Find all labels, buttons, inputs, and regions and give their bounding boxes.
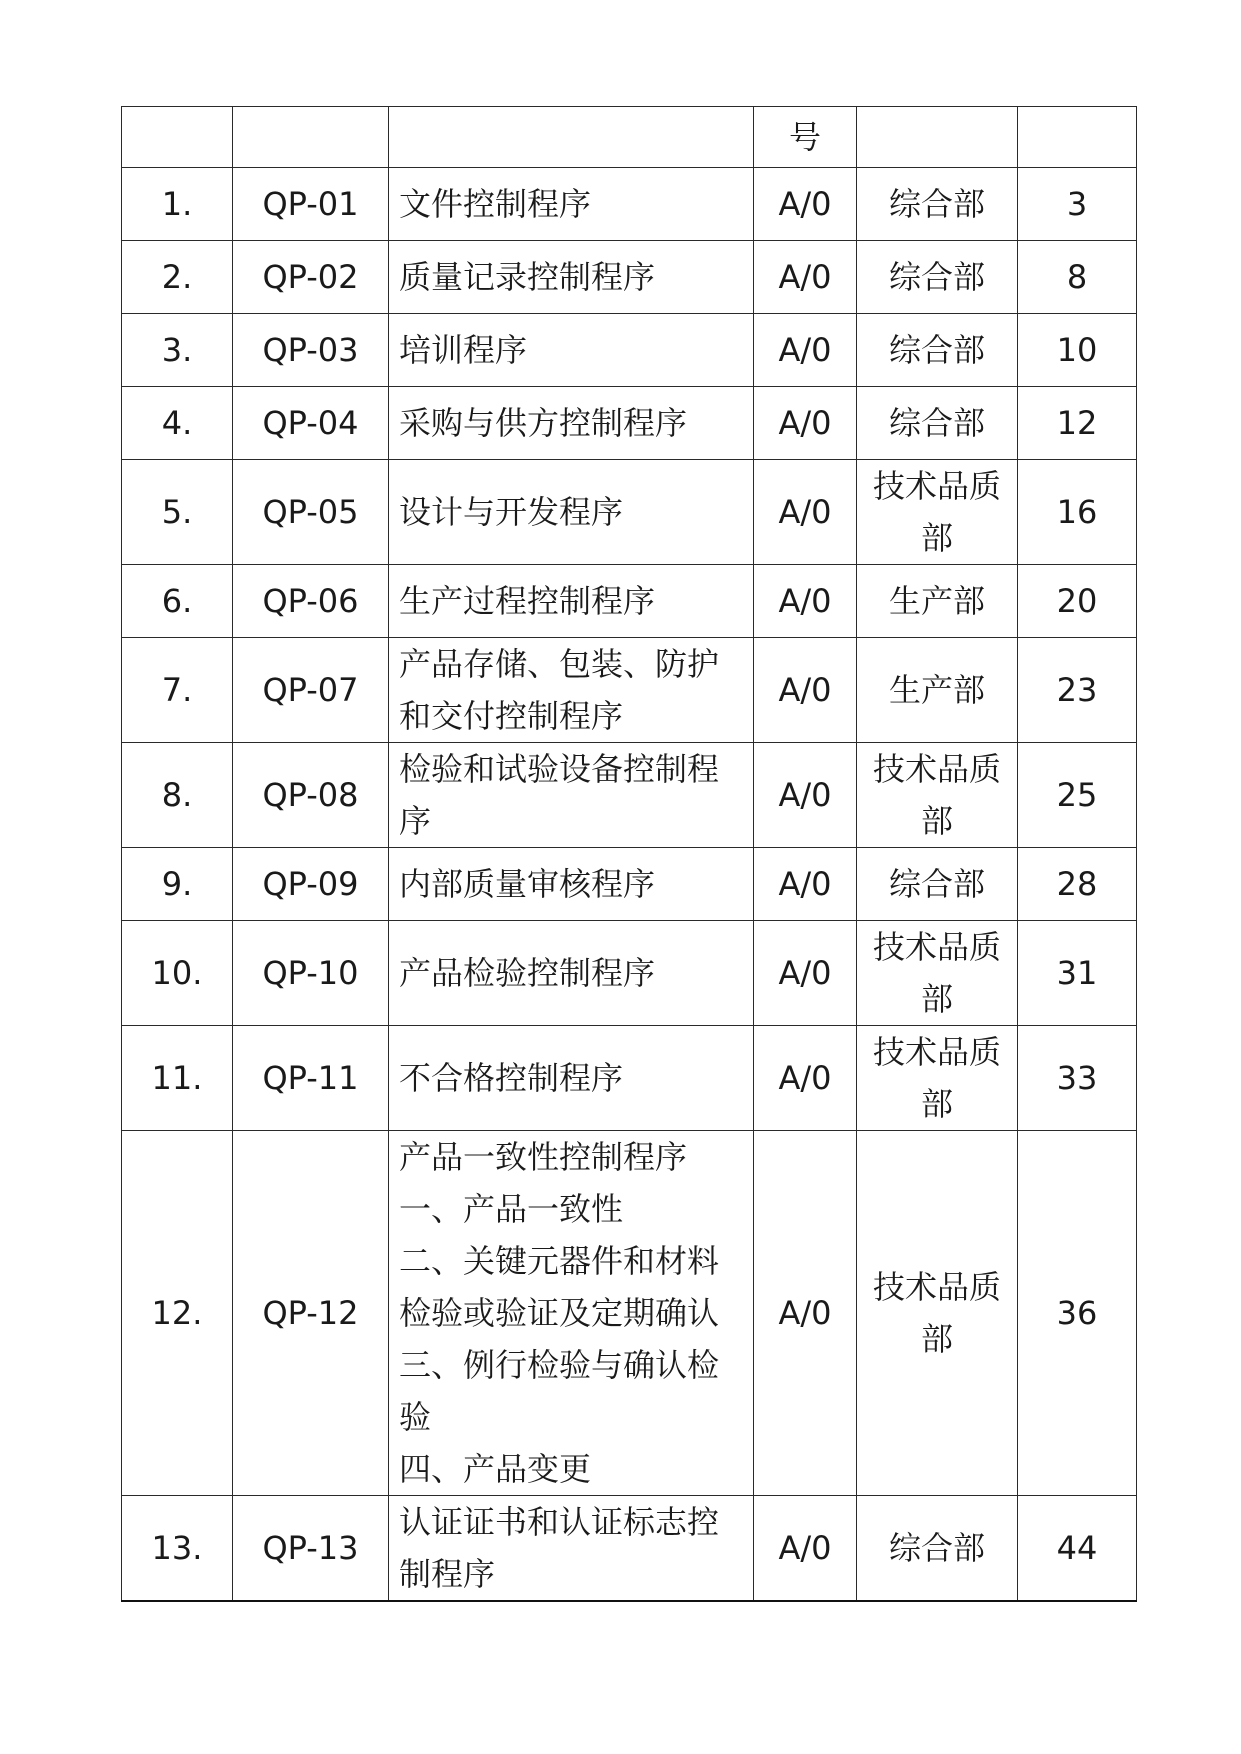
table-row [122,638,1137,743]
document-code: QP-06 [233,565,389,638]
document-code: QP-02 [233,241,389,314]
table-row [122,1131,1137,1496]
version: A/0 [754,1496,857,1602]
row-number: 11. [122,1026,233,1131]
department-line: 综合部 [888,258,985,296]
row-number: 10. [122,921,233,1026]
document-name-line: 检验和试验设备控制程 [399,750,720,788]
table-row [122,921,1137,1026]
table-header-row [122,107,1137,168]
page-number: 20 [1018,565,1137,638]
document-name-line: 三、例行检验与确认检 [399,1346,720,1384]
department-line: 生产部 [888,582,985,620]
table-row [122,1026,1137,1131]
table-row [122,387,1137,460]
document-name-line: 培训程序 [399,331,528,369]
responsible-department [857,743,1018,848]
table-row [122,168,1137,241]
document-code: QP-01 [233,168,389,241]
department-line: 部 [920,1085,953,1123]
header-cell [389,107,754,168]
row-number: 4. [122,387,233,460]
department-line: 综合部 [888,331,985,369]
row-number: 3. [122,314,233,387]
page-number: 16 [1018,460,1137,565]
department-line: 技术品质 [872,467,1001,505]
table-row [122,314,1137,387]
header-cell [1018,107,1137,168]
version: A/0 [754,168,857,241]
document-name [389,565,754,638]
department-line: 综合部 [888,404,985,442]
document-name [389,1496,754,1602]
document-code: QP-09 [233,848,389,921]
responsible-department [857,1026,1018,1131]
table-row [122,848,1137,921]
procedure-index-table [121,106,1137,1602]
document-name-line: 验 [399,1398,432,1436]
row-number: 1. [122,168,233,241]
responsible-department [857,848,1018,921]
document-code: QP-08 [233,743,389,848]
version: A/0 [754,460,857,565]
row-number: 12. [122,1131,233,1496]
document-name [389,1026,754,1131]
document-name [389,921,754,1026]
page-number: 8 [1018,241,1137,314]
document-code: QP-12 [233,1131,389,1496]
document-name-line: 二、关键元器件和材料 [399,1242,720,1280]
version: A/0 [754,241,857,314]
table-row [122,241,1137,314]
version: A/0 [754,743,857,848]
page-number: 12 [1018,387,1137,460]
document-code: QP-03 [233,314,389,387]
version: A/0 [754,921,857,1026]
document-name-line: 检验或验证及定期确认 [399,1294,720,1332]
document-name-line: 产品存储、包装、防护 [399,645,720,683]
header-cell-version-number: 号 [754,107,857,168]
document-name-line: 不合格控制程序 [399,1059,624,1097]
document-name-line: 质量记录控制程序 [399,258,656,296]
table-row [122,460,1137,565]
responsible-department [857,565,1018,638]
row-number: 8. [122,743,233,848]
document-name-line: 文件控制程序 [399,185,592,223]
department-line: 技术品质 [872,1033,1001,1071]
version: A/0 [754,314,857,387]
version: A/0 [754,1131,857,1496]
row-number: 13. [122,1496,233,1602]
department-line: 部 [920,519,953,557]
document-name-line: 采购与供方控制程序 [399,404,688,442]
responsible-department [857,241,1018,314]
document-name [389,743,754,848]
header-cell [233,107,389,168]
department-line: 综合部 [888,1529,985,1567]
department-line: 部 [920,1320,953,1358]
document-name [389,241,754,314]
document-code: QP-05 [233,460,389,565]
document-name [389,1131,754,1496]
responsible-department [857,168,1018,241]
document-code: QP-13 [233,1496,389,1602]
department-line: 技术品质 [872,1268,1001,1306]
document-name-line: 和交付控制程序 [399,697,624,735]
table-row [122,1496,1137,1602]
department-line: 部 [920,980,953,1018]
document-code: QP-04 [233,387,389,460]
department-line: 技术品质 [872,750,1001,788]
table-row [122,565,1137,638]
page-number: 44 [1018,1496,1137,1602]
document-code: QP-07 [233,638,389,743]
page-number: 33 [1018,1026,1137,1131]
department-line: 综合部 [888,865,985,903]
version: A/0 [754,387,857,460]
page-number: 28 [1018,848,1137,921]
document-name-line: 内部质量审核程序 [399,865,656,903]
document-name [389,638,754,743]
document-name-line: 四、产品变更 [399,1450,592,1488]
page-number: 3 [1018,168,1137,241]
version: A/0 [754,565,857,638]
document-name-line: 产品一致性控制程序 [399,1138,688,1176]
document-code: QP-11 [233,1026,389,1131]
header-cell [857,107,1018,168]
page-number: 23 [1018,638,1137,743]
version: A/0 [754,1026,857,1131]
department-line: 技术品质 [872,928,1001,966]
responsible-department [857,1496,1018,1602]
row-number: 9. [122,848,233,921]
page-number: 10 [1018,314,1137,387]
department-line: 生产部 [888,671,985,709]
document-name-line: 设计与开发程序 [399,493,624,531]
document-code: QP-10 [233,921,389,1026]
version: A/0 [754,848,857,921]
document-name [389,460,754,565]
document-name-line: 产品检验控制程序 [399,954,656,992]
row-number: 6. [122,565,233,638]
version: A/0 [754,638,857,743]
document-name-line: 认证证书和认证标志控 [399,1503,720,1541]
responsible-department [857,314,1018,387]
document-name [389,387,754,460]
header-cell [122,107,233,168]
department-line: 部 [920,802,953,840]
responsible-department [857,1131,1018,1496]
responsible-department [857,638,1018,743]
document-name-line: 序 [399,802,432,840]
document-name [389,168,754,241]
document-name [389,848,754,921]
document-name-line: 制程序 [399,1555,496,1593]
document-name [389,314,754,387]
row-number: 2. [122,241,233,314]
responsible-department [857,387,1018,460]
page-number: 36 [1018,1131,1137,1496]
row-number: 5. [122,460,233,565]
document-name-line: 生产过程控制程序 [399,582,656,620]
table-row [122,743,1137,848]
department-line: 综合部 [888,185,985,223]
responsible-department [857,460,1018,565]
page-number: 25 [1018,743,1137,848]
row-number: 7. [122,638,233,743]
document-name-line: 一、产品一致性 [399,1190,624,1228]
page-number: 31 [1018,921,1137,1026]
responsible-department [857,921,1018,1026]
